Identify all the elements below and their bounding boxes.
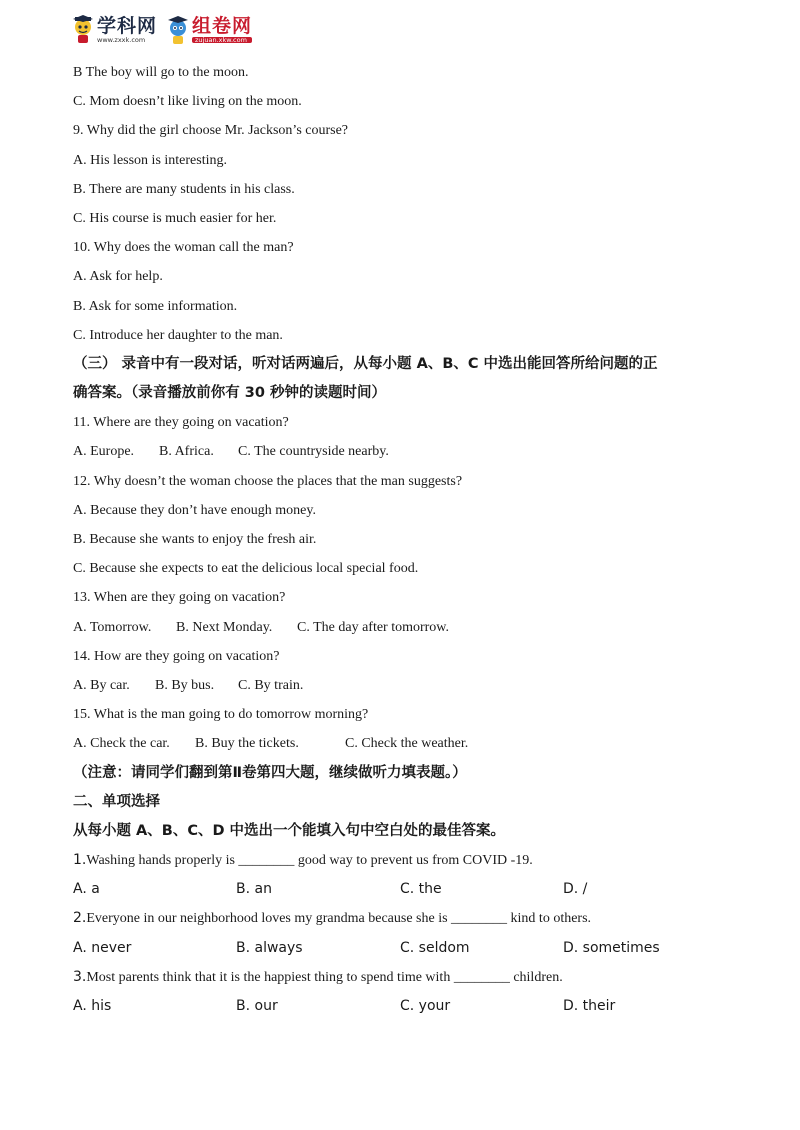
section-heading: 确答案。（录音播放前你有 30 秒钟的读题时间） bbox=[73, 385, 387, 402]
question-text: Most parents think that it is the happiest thing to spend time with ________ children. bbox=[86, 969, 563, 985]
text-line: B The boy will go to the moon. bbox=[73, 65, 249, 80]
text-line: B. There are many students in his class. bbox=[73, 181, 295, 197]
options-row bbox=[73, 729, 733, 758]
answer-option: A. By car. bbox=[73, 677, 130, 693]
document-body bbox=[73, 58, 733, 1021]
mascot-icon bbox=[72, 15, 94, 45]
answer-option: C. your bbox=[400, 998, 451, 1014]
text-line: A. Ask for help. bbox=[73, 269, 163, 285]
answer-option: A. a bbox=[73, 881, 100, 898]
page-header bbox=[72, 10, 252, 50]
section-heading: （注意：请同学们翻到第Ⅱ卷第四大题，继续做听力填表题。） bbox=[73, 764, 467, 781]
text-line: 10. Why does the woman call the man? bbox=[73, 240, 294, 256]
answer-option: B. Buy the tickets. bbox=[195, 736, 299, 752]
options-row bbox=[73, 992, 733, 1021]
text-line: B. Ask for some information. bbox=[73, 298, 238, 314]
logo1-url: www.zxxk.com bbox=[97, 35, 146, 44]
question-line bbox=[73, 963, 733, 992]
xuekewang-logo bbox=[72, 15, 157, 45]
answer-option: B. Next Monday. bbox=[176, 619, 273, 635]
text-line: C. Introduce her daughter to the man. bbox=[73, 327, 283, 343]
answer-option: D. / bbox=[563, 881, 588, 898]
answer-option: C. The countryside nearby. bbox=[238, 444, 389, 460]
answer-option: B. always bbox=[236, 939, 303, 956]
zujuanwang-logo bbox=[167, 15, 252, 45]
question-number: 3. bbox=[73, 968, 87, 985]
answer-option: A. Tomorrow. bbox=[73, 619, 152, 635]
question-line bbox=[73, 846, 733, 875]
answer-option: A. never bbox=[73, 939, 132, 956]
question-text: Washing hands properly is ________ good way to prevent us from COVID -19. bbox=[86, 853, 533, 869]
options-row bbox=[73, 934, 733, 963]
answer-option: C. seldom bbox=[400, 939, 470, 956]
graduate-mascot-icon bbox=[167, 15, 189, 45]
question-number: 2. bbox=[73, 910, 87, 927]
answer-option: A. Europe. bbox=[73, 444, 135, 460]
question-number: 1. bbox=[73, 852, 87, 869]
answer-option: B. Africa. bbox=[159, 444, 214, 460]
answer-option: C. The day after tomorrow. bbox=[297, 619, 450, 635]
options-row bbox=[73, 437, 733, 466]
answer-option: B. our bbox=[236, 998, 278, 1014]
logo2-name: 组卷网 bbox=[192, 14, 253, 37]
text-line: C. Because she expects to eat the delicious local special food. bbox=[73, 561, 419, 577]
logo2-url: zujuan.xkw.com bbox=[192, 37, 252, 44]
text-line: 11. Where are they going on vacation? bbox=[73, 415, 289, 431]
options-row bbox=[73, 671, 733, 700]
question-line bbox=[73, 904, 733, 933]
section-heading: （三） 录音中有一段对话，听对话两遍后，从每小题 A、B、C 中选出能回答所给问题的正 bbox=[73, 355, 658, 372]
text-line: 14. How are they going on vacation? bbox=[73, 648, 280, 664]
text-line: 9. Why did the girl choose Mr. Jackson’s course? bbox=[73, 123, 349, 139]
answer-option: B. By bus. bbox=[155, 677, 215, 693]
answer-option: A. his bbox=[73, 998, 112, 1014]
question-text: Everyone in our neighborhood loves my grandma because she is ________ kind to others. bbox=[86, 911, 592, 927]
text-line: A. His lesson is interesting. bbox=[73, 152, 227, 168]
answer-option: C. By train. bbox=[238, 677, 304, 693]
section-heading: 从每小题 A、B、C、D 中选出一个能填入句中空白处的最佳答案。 bbox=[73, 822, 506, 839]
logo1-name: 学科网 bbox=[97, 14, 158, 37]
options-row bbox=[73, 875, 733, 904]
answer-option: A. Check the car. bbox=[73, 736, 170, 752]
text-line: C. Mom doesn’t like living on the moon. bbox=[73, 94, 302, 110]
answer-option: D. their bbox=[563, 998, 616, 1014]
text-line: B. Because she wants to enjoy the fresh air. bbox=[73, 532, 317, 547]
answer-option: C. Check the weather. bbox=[345, 736, 469, 752]
answer-option: D. sometimes bbox=[563, 939, 660, 956]
options-row bbox=[73, 613, 733, 642]
text-line: A. Because they don’t have enough money. bbox=[73, 502, 316, 518]
text-line: 13. When are they going on vacation? bbox=[73, 590, 286, 606]
text-line: 12. Why doesn’t the woman choose the places that the man suggests? bbox=[73, 473, 463, 489]
answer-option: C. the bbox=[400, 881, 442, 898]
text-line: C. His course is much easier for her. bbox=[73, 210, 277, 226]
section-heading: 二、单项选择 bbox=[73, 793, 160, 810]
answer-option: B. an bbox=[236, 881, 272, 898]
text-line: 15. What is the man going to do tomorrow morning? bbox=[73, 707, 369, 723]
